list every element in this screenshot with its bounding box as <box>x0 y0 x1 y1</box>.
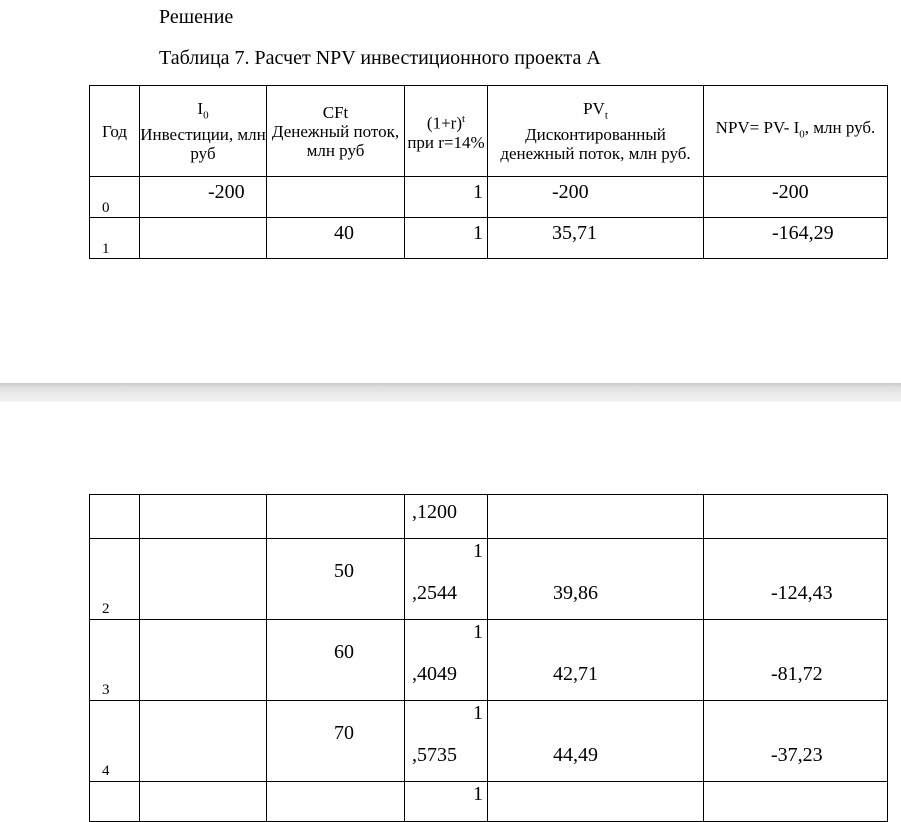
cash-flow-cell: 50 <box>334 560 354 582</box>
page-break <box>0 383 901 402</box>
solution-heading: Решение <box>159 6 234 28</box>
header-npv: NPV= PV- $I_0$, млн руб. <box>704 86 888 177</box>
npv-cell: -200 <box>772 181 809 203</box>
discount-factor-cell: ,1200 <box>412 501 457 523</box>
table-row <box>90 177 888 218</box>
year-cell: 0 <box>102 200 110 216</box>
table-row <box>90 218 888 259</box>
npv-cell: -124,43 <box>771 582 833 604</box>
present-value-cell: 42,71 <box>553 663 598 685</box>
header-discount-factor: $(1+r)^t$ при r=14% <box>405 86 488 177</box>
npv-cell: -81,72 <box>771 663 823 685</box>
table-row <box>90 495 888 539</box>
table-caption: Таблица 7. Расчет NPV инвестиционного проекта А <box>159 47 601 69</box>
header-cash-flow: CFt Денежный поток, млн руб <box>267 86 405 177</box>
present-value-cell: -200 <box>552 181 589 203</box>
header-present-value: $PV_t$ Дисконтированный денежный поток, млн руб. <box>488 86 704 177</box>
cash-flow-cell: 40 <box>334 222 354 244</box>
present-value-cell: 35,71 <box>552 222 597 244</box>
header-investment: $I_0$ Инвестиции, млн руб <box>140 86 267 177</box>
cash-flow-cell: 70 <box>334 722 354 744</box>
investment-cell: -200 <box>208 181 245 203</box>
npv-cell: -37,23 <box>771 744 823 766</box>
year-cell: 4 <box>102 763 110 779</box>
year-cell: 3 <box>102 682 110 698</box>
discount-factor-cell: 1 <box>473 621 483 643</box>
table-header-row <box>90 86 888 177</box>
npv-table-page1 <box>89 85 888 259</box>
discount-factor-cell: 1 <box>473 783 483 805</box>
table-row <box>90 701 888 782</box>
npv-table-page2 <box>89 494 888 822</box>
discount-factor-cell: ,2544 <box>412 582 457 604</box>
discount-factor-cell: ,4049 <box>412 663 457 685</box>
header-year: Год <box>90 86 140 177</box>
table-row <box>90 539 888 620</box>
discount-factor-cell: 1 <box>473 702 483 724</box>
year-cell: 2 <box>102 601 110 617</box>
year-cell: 1 <box>102 241 110 257</box>
table-row <box>90 782 888 822</box>
present-value-cell: 39,86 <box>553 582 598 604</box>
discount-factor-cell: ,5735 <box>412 744 457 766</box>
present-value-cell: 44,49 <box>553 744 598 766</box>
table-row <box>90 620 888 701</box>
npv-cell: -164,29 <box>772 222 834 244</box>
discount-factor-cell: 1 <box>473 222 483 244</box>
discount-factor-cell: 1 <box>473 181 483 203</box>
cash-flow-cell: 60 <box>334 641 354 663</box>
discount-factor-cell: 1 <box>473 540 483 562</box>
